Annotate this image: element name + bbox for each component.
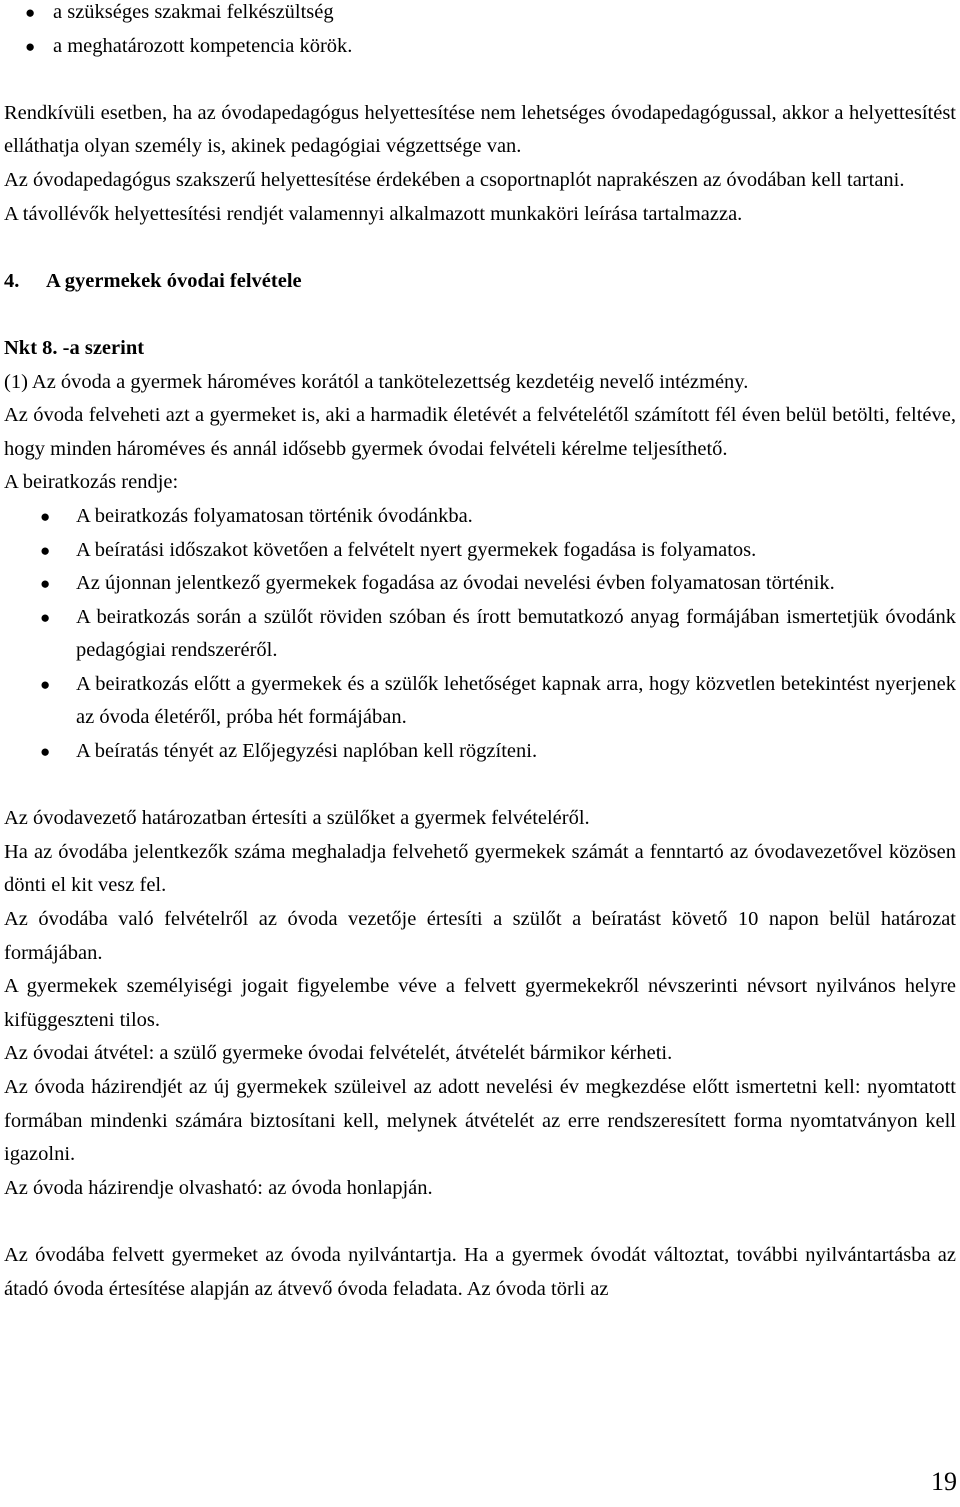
document-page — [4, 0, 956, 1306]
paragraph: A távollévők helyettesítési rendjét valamennyi alkalmazott munkaköri leírása tartalmazza. — [4, 202, 743, 225]
list-item-text: A beiratkozás előtt a gyermekek és a szülők lehetőséget kapnak arra, hogy közvetlen betekintést nyerjenek az óvoda életéről, próba hét formájában. — [76, 672, 956, 729]
paragraph: Az óvodavezető határozatban értesíti a szülőket a gyermek felvételéről. — [4, 807, 590, 830]
paragraph: Az óvodába felvett gyermeket az óvoda nyilvántartja. Ha a gyermek óvodát változtat, további nyilvántartásba az átadó óvoda értesítése alapján az átvevő óvoda feladata. Az óvoda törli az — [4, 1243, 956, 1300]
section-title: A gyermekek óvodai felvétele — [46, 269, 302, 292]
list-item — [4, 735, 956, 769]
list-item-text: a szükséges szakmai felkészültség — [53, 1, 334, 23]
list-item — [4, 668, 956, 735]
paragraph: Ha az óvodába jelentkezők száma meghaladja felvehető gyermekek számát a fenntartó az óvodavezetővel közösen dönti el kit vesz fel. — [4, 840, 956, 897]
list-item — [4, 534, 956, 568]
bullet-icon: ● — [25, 36, 36, 56]
list-item-text: A beiratkozás során a szülőt röviden szóban és írott bemutatkozó anyag formájában ismertetjük óvodánk pedagógiai rendszeréről. — [76, 605, 956, 662]
list-item — [4, 30, 956, 64]
bullet-icon: ● — [40, 574, 51, 594]
paragraph: A beiratkozás rendje: — [4, 471, 179, 494]
list-item-text: A beíratási időszakot követően a felvételt nyert gyermekek fogadása is folyamatos. — [76, 538, 757, 561]
section-heading — [4, 265, 956, 299]
list-item — [4, 0, 956, 30]
paragraph: Az óvodába való felvételről az óvoda vezetője értesíti a szülőt a beíratást követő 10 napon belül határozat formájában. — [4, 908, 956, 964]
bullet-icon: ● — [40, 540, 51, 560]
paragraph: Az óvoda házirendje olvasható: az óvoda honlapján. — [4, 1176, 433, 1199]
competence-list — [4, 0, 956, 63]
law-reference: Nkt 8. -a szerint — [4, 336, 145, 359]
paragraph: (1) Az óvoda a gyermek hároméves korától a tankötelezettség kezdetéig nevelő intézmény. — [4, 370, 749, 393]
enrollment-rules-list — [4, 500, 956, 769]
list-item — [4, 567, 956, 601]
list-item — [4, 601, 956, 668]
bullet-icon: ● — [40, 506, 51, 526]
list-item — [4, 500, 956, 534]
bullet-icon: ● — [25, 3, 36, 22]
list-item-text: A beíratás tényét az Előjegyzési naplóban kell rögzíteni. — [76, 740, 538, 763]
paragraph: A gyermekek személyiségi jogait figyelembe véve a felvett gyermekekről névszerinti névsort nyilvános helyre kifüggeszteni tilos. — [4, 975, 956, 1031]
paragraph: Az óvoda felveheti azt a gyermeket is, aki a harmadik életévét a felvételétől számított fél éven belül betölti, feltéve, hogy minden hároméves és annál idősebb gyermek óvodai felvételi kérelme teljesíthető. — [4, 404, 956, 460]
bullet-icon: ● — [40, 674, 51, 694]
list-item-text: A beiratkozás folyamatosan történik óvodánkba. — [76, 504, 473, 527]
bullet-icon: ● — [40, 607, 51, 627]
list-item-text: Az újonnan jelentkező gyermekek fogadása az óvodai nevelési évben folyamatosan történik. — [76, 572, 835, 595]
paragraph: Az óvodai átvétel: a szülő gyermeke óvodai felvételét, átvételét bármikor kérheti. — [4, 1042, 673, 1065]
paragraph: Az óvoda házirendjét az új gyermekek szüleivel az adott nevelési év megkezdése előtt ismertetni kell: nyomtatott formában mindenki számára biztosítani kell, melynek átvételét az erre rendszeresített forma nyomtatványon kell igazolni. — [4, 1076, 956, 1166]
page-number: 19 — [931, 1467, 957, 1496]
section-number: 4. — [4, 269, 20, 292]
paragraph: Rendkívüli esetben, ha az óvodapedagógus helyettesítése nem lehetséges óvodapedagógussal, akkor a helyettesítést elláthatja olyan személy is, akinek pedagógiai végzettsége van. — [4, 101, 956, 158]
list-item-text: a meghatározott kompetencia körök. — [53, 34, 353, 57]
bullet-icon: ● — [40, 742, 51, 762]
paragraph: Az óvodapedagógus szakszerű helyettesítése érdekében a csoportnaplót naprakészen az óvodában kell tartani. — [4, 168, 905, 191]
